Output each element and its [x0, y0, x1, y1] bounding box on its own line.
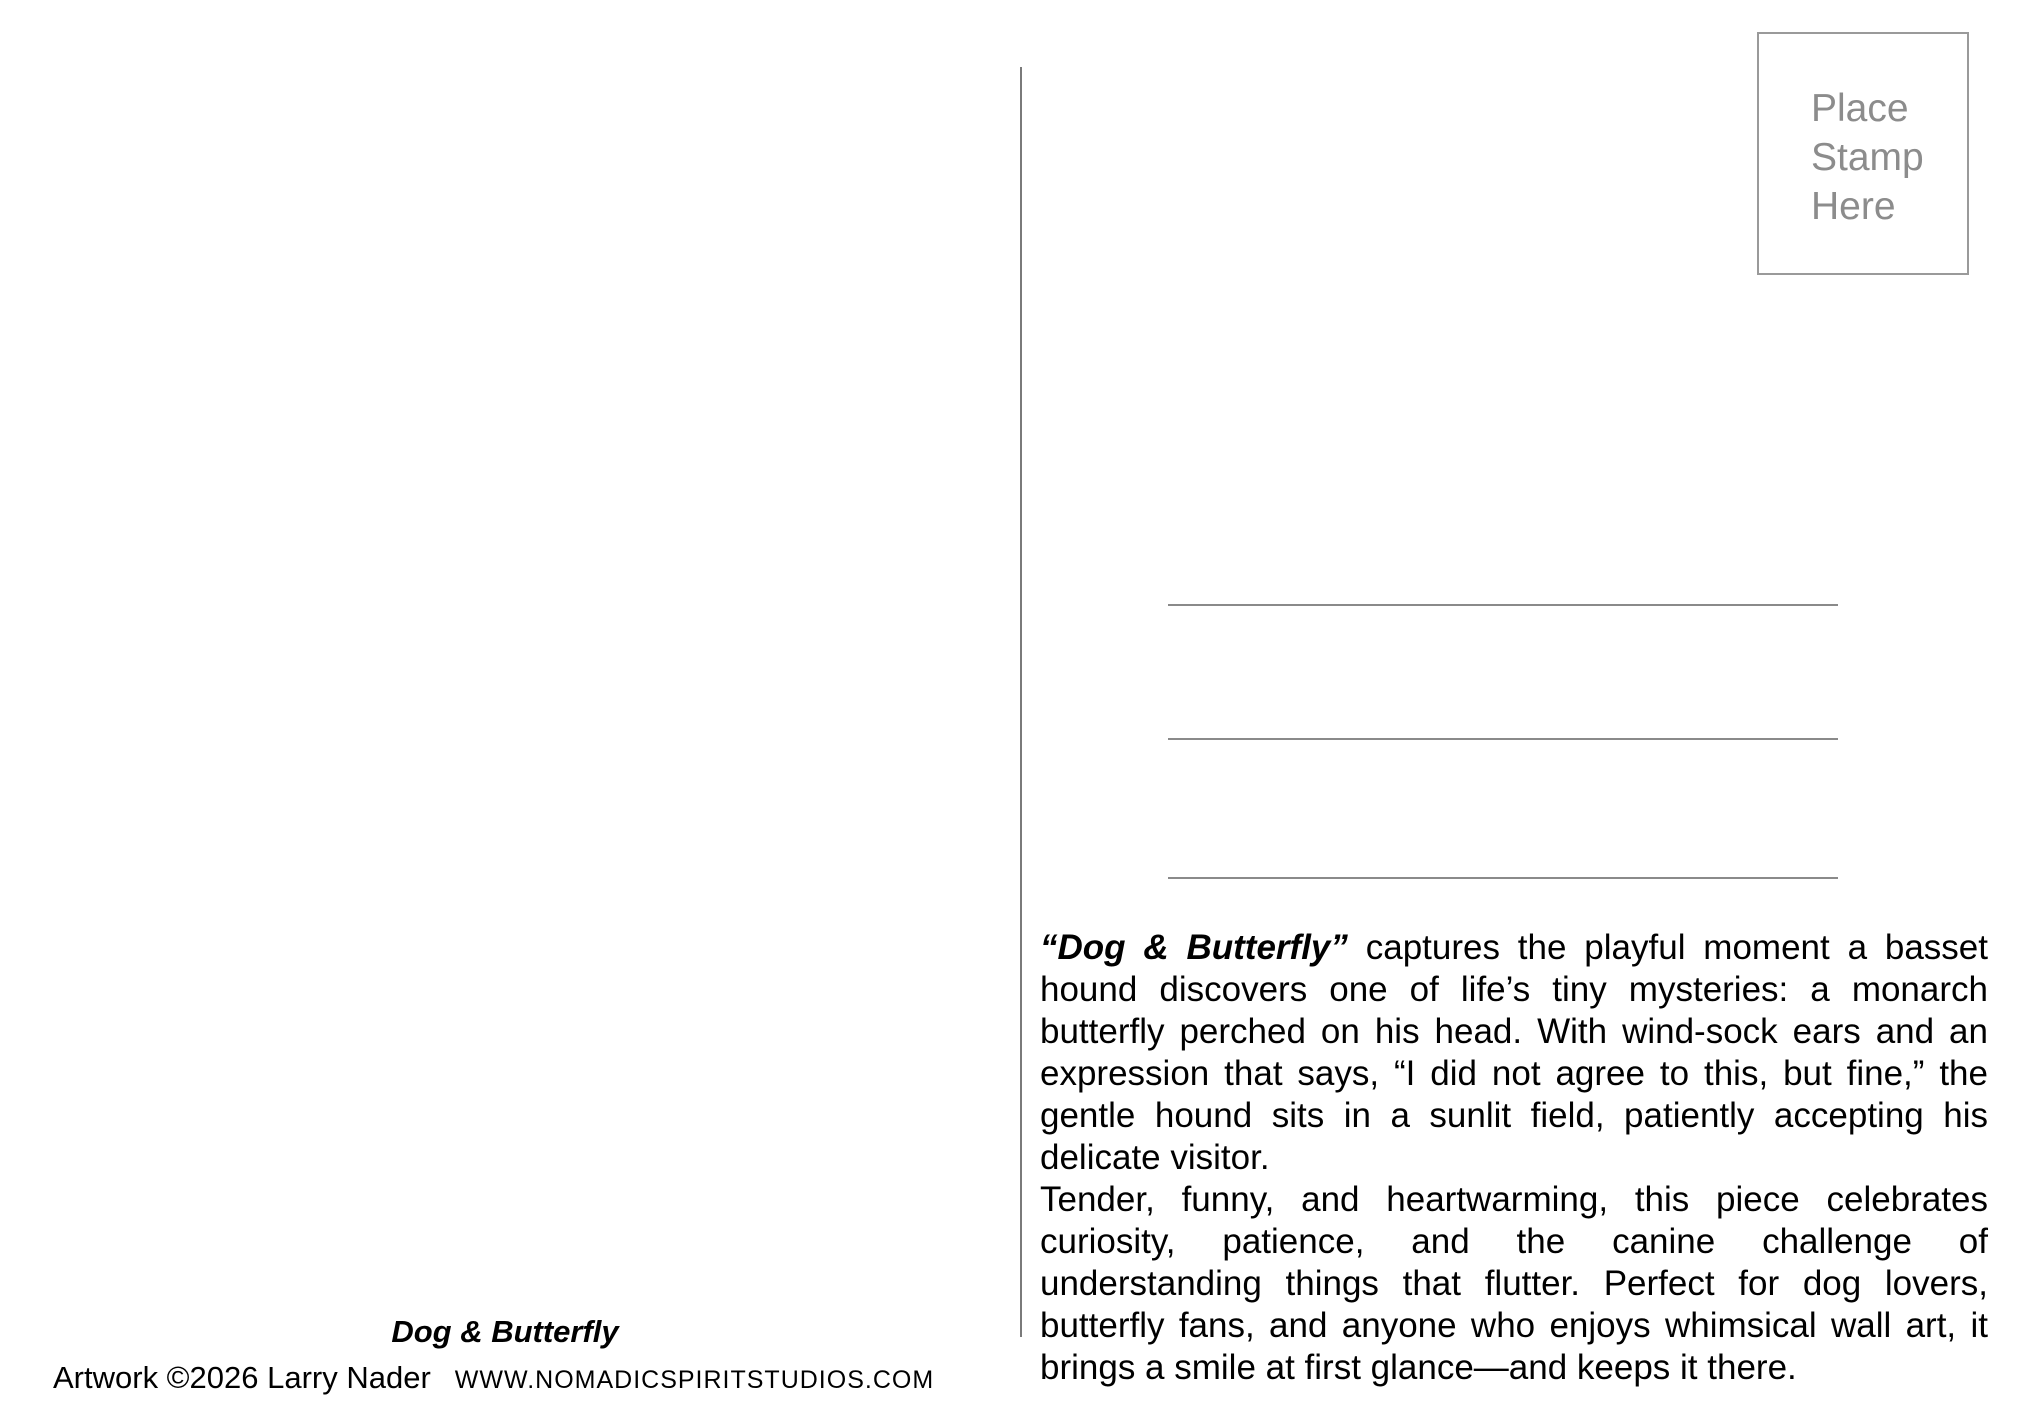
stamp-placeholder-text — [1811, 84, 1924, 231]
artwork-credit-row — [53, 1358, 934, 1400]
center-divider-line — [1020, 67, 1022, 1337]
website-text: WWW.NOMADICSPIRITSTUDIOS.COM — [454, 1366, 935, 1394]
stamp-line-place: Place — [1811, 87, 1909, 130]
stamp-line-stamp: Stamp — [1811, 136, 1924, 179]
description-paragraph-2: Tender, funny, and heartwarming, this piece celebrates curiosity, patience, and the canine challenge of understanding things that flutter. Perfect for dog lovers, butterfly fans, and anyone who enjoys whimsical wall art, it brings a smile at first glance—and keeps it there. — [1040, 1180, 1988, 1387]
description-title: “Dog & Butterfly” — [1040, 928, 1348, 967]
copyright-text: Artwork ©2026 Larry Nader — [53, 1360, 431, 1395]
stamp-line-here: Here — [1811, 185, 1896, 228]
stamp-placeholder-box — [1757, 32, 1969, 275]
artwork-description — [1040, 927, 1988, 1389]
artwork-caption-title: Dog & Butterfly — [391, 1314, 619, 1349]
description-paragraph-1 — [1040, 927, 1988, 1179]
address-line-1 — [1168, 604, 1838, 606]
description-paragraph-1-text: captures the playful moment a basset hound discovers one of life’s tiny mysteries: a monarch butterfly perched on his head. With wind-sock ears and an expression that says, “I did not agree to this, but fine,” the gentle hound sits in a sunlit field, patiently accepting his delicate visitor. — [1040, 928, 1988, 1177]
address-line-2 — [1168, 738, 1838, 740]
address-line-3 — [1168, 877, 1838, 879]
